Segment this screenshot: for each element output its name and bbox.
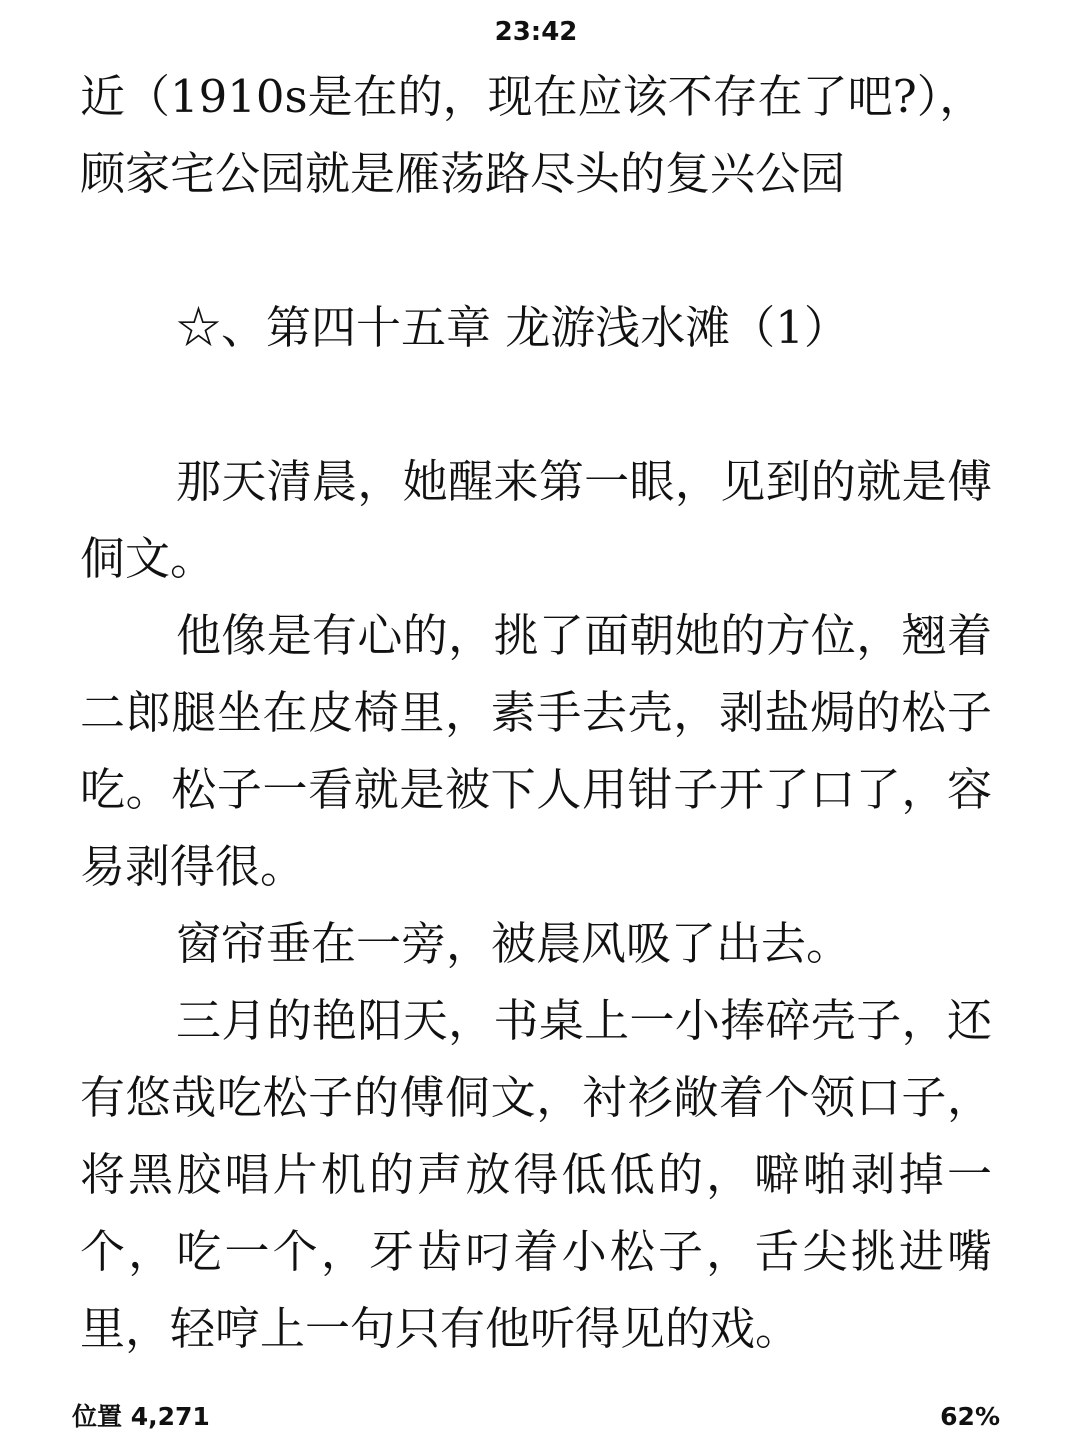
reading-area[interactable]: [80, 58, 992, 1367]
progress-percent[interactable]: 62%: [940, 1402, 1000, 1431]
chapter-title: ☆、第四十五章 龙游浅水滩（1）: [176, 301, 849, 354]
paragraph: 那天清晨，她醒来第一眼，见到的就是傅侗文。: [80, 455, 992, 585]
text-line: 近（1910s是在的，现在应该不存在了吧?），: [80, 70, 985, 123]
paragraph: 他像是有心的，挑了面朝她的方位，翘着二郎腿坐在皮椅里，素手去壳，剥盐焗的松子吃。松子一看就是被下人用钳子开了口了，容易剥得很。: [80, 609, 992, 893]
status-time: 23:42: [494, 17, 578, 47]
paragraph: 窗帘垂在一旁，被晨风吸了出去。: [176, 917, 852, 970]
spacer: [80, 366, 992, 443]
paragraph: 三月的艳阳天，书桌上一小捧碎壳子，还有悠哉吃松子的傅侗文，衬衫敞着个领口子，将黑胶唱片机的声放得低低的，噼啪剥掉一个，吃一个，牙齿叼着小松子，舌尖挑进嘴里，轻哼上一句只有他听得见的戏。: [80, 994, 992, 1355]
spacer: [80, 212, 992, 289]
location-indicator[interactable]: 位置 4,271: [72, 1402, 210, 1431]
text-line: 顾家宅公园就是雁荡路尽头的复兴公园: [80, 147, 846, 200]
